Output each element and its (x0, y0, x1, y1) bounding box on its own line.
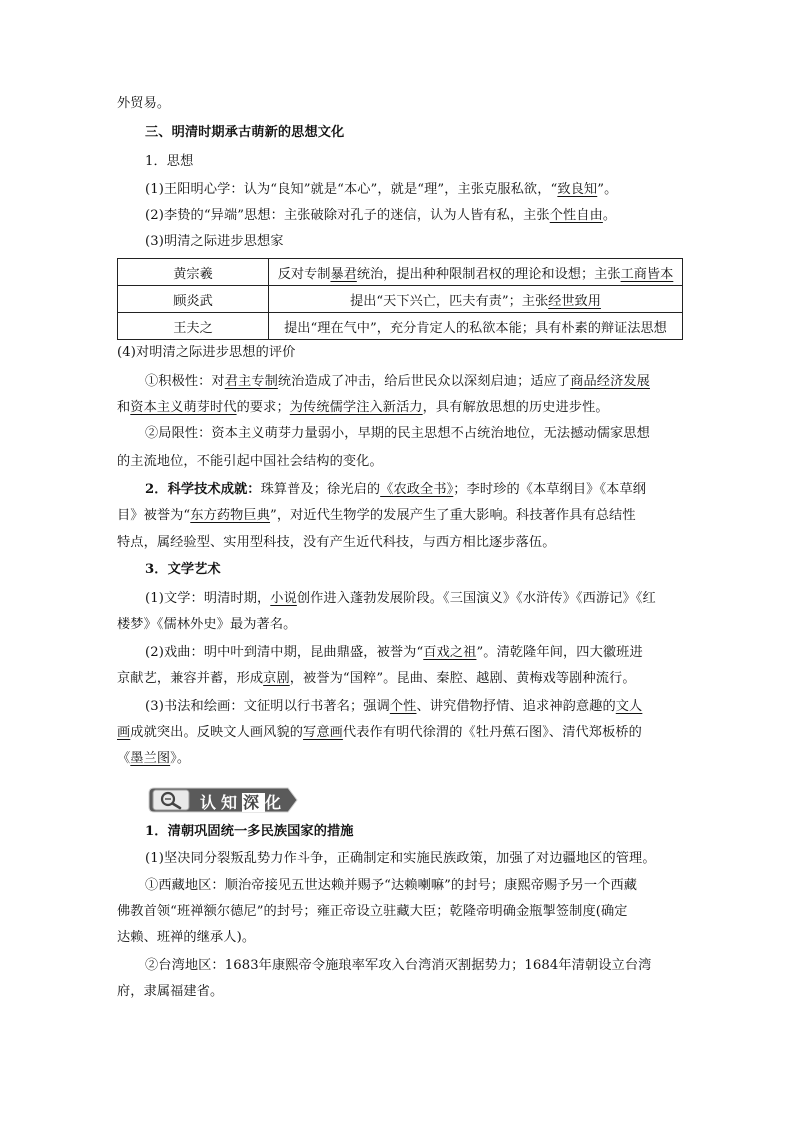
text-line: ②局限性：资本主义萌芽力量弱小，早期的民主思想不占统治地位，无法撼动儒家思想 (145, 426, 650, 441)
text-line: 特点，属经验型、实用型科技，没有产生近代科技，与西方相比逐步落伍。 (117, 535, 556, 550)
table-row (118, 286, 683, 313)
text-line: (3)书法和绘画：文征明以行书著名；强调个性、讲究借物抒情、追求神韵意趣的文人 (145, 699, 643, 714)
text-line: 楼梦》《儒林外史》最为著名。 (117, 617, 297, 632)
table-row (118, 259, 683, 286)
text-line: (4)对明清之际进步思想的评价 (117, 345, 296, 360)
text-line: ①积极性：对君主专制统治造成了冲击，给后世民众以深刻启迪；适应了商品经济发展 (145, 374, 650, 389)
text-line: (2)戏曲：明中叶到清中期，昆曲鼎盛，被誉为“百戏之祖”。清乾隆年间，四大徽班进 (145, 645, 643, 660)
text-line: (1)文学：明清时期，小说创作进入蓬勃发展阶段。《三国演义》《水浒传》《西游记》《红 (145, 591, 656, 606)
sub-heading: 1．清朝巩固统一多民族国家的措施 (145, 824, 354, 839)
text-line: ②台湾地区：1683年康熙帝令施琅率军攻入台湾消灭割据势力；1684年清朝设立台湾 (145, 958, 652, 973)
table-cell-desc: 反对专制暴君统治，提出种种限制君权的理论和设想；主张工商皆本 (269, 259, 683, 286)
text-line: 达赖、班禅的继承人)。 (117, 930, 256, 945)
text-line: (2)李贽的“异端”思想：主张破除对孔子的迷信，认为人皆有私，主张个性自由。 (145, 208, 617, 223)
table-row (118, 313, 683, 340)
text-line: 目》被誉为“东方药物巨典”，对近代生物学的发展产生了重大影响。科技著作具有总结性 (117, 508, 636, 523)
banner-title: 认知深化 (200, 793, 287, 812)
text-line: 和资本主义萌芽时代的要求；为传统儒学注入新活力，具有解放思想的历史进步性。 (117, 400, 609, 415)
text-line: (1)坚决同分裂叛乱势力作斗争，正确制定和实施民族政策，加强了对边疆地区的管理。 (145, 851, 656, 866)
text-line: ①西藏地区：顺治帝接见五世达赖并赐予“达赖喇嘛”的封号；康熙帝赐予另一个西藏 (145, 878, 638, 893)
text-line: 《墨兰图》。 (117, 751, 191, 766)
table-cell-desc: 提出“理在气中”，充分肯定人的私欲本能；具有朴素的辩证法思想 (269, 313, 683, 340)
text-line: 佛教首领“班禅额尔德尼”的封号；雍正帝设立驻藏大臣；乾隆帝明确金瓶掣签制度(确定 (117, 904, 628, 919)
underlined-term: 个性自由 (549, 208, 603, 223)
table-cell-name: 顾炎武 (118, 286, 269, 313)
underlined-term: 致良知 (557, 182, 598, 197)
sub-heading: 3．文学艺术 (145, 562, 221, 577)
magnifier-icon (153, 790, 189, 810)
text-line: 画成就突出。反映文人画风貌的写意画代表作有明代徐渭的《牡丹蕉石图》、清代郑板桥的 (117, 725, 642, 740)
sub-heading: 1．思想 (145, 154, 194, 169)
text-line: (3)明清之际进步思想家 (145, 234, 284, 249)
text-line: 2．科学技术成就：珠算普及；徐光启的《农政全书》；李时珍的《本草纲目》《本草纲 (145, 482, 647, 497)
table-cell-desc: 提出“天下兴亡，匹夫有责”；主张经世致用 (269, 286, 683, 313)
text-line: 的主流地位，不能引起中国社会结构的变化。 (117, 454, 383, 469)
thinkers-table (117, 258, 683, 340)
text-line: 府，隶属福建省。 (117, 984, 224, 999)
table-cell-name: 黄宗羲 (118, 259, 269, 286)
table-cell-name: 王夫之 (118, 313, 269, 340)
text-line: 外贸易。 (117, 96, 171, 111)
text-line: 京献艺，兼容并蓄，形成京剧，被誉为“国粹”。昆曲、秦腔、越剧、黄梅戏等剧种流行。 (117, 671, 636, 686)
section-banner (148, 787, 298, 813)
text-line: (1)王阳明心学：认为“良知”就是“本心”，就是“理”，主张克服私欲，“致良知”。 (145, 182, 618, 197)
section-heading: 三、明清时期承古萌新的思想文化 (145, 125, 345, 140)
